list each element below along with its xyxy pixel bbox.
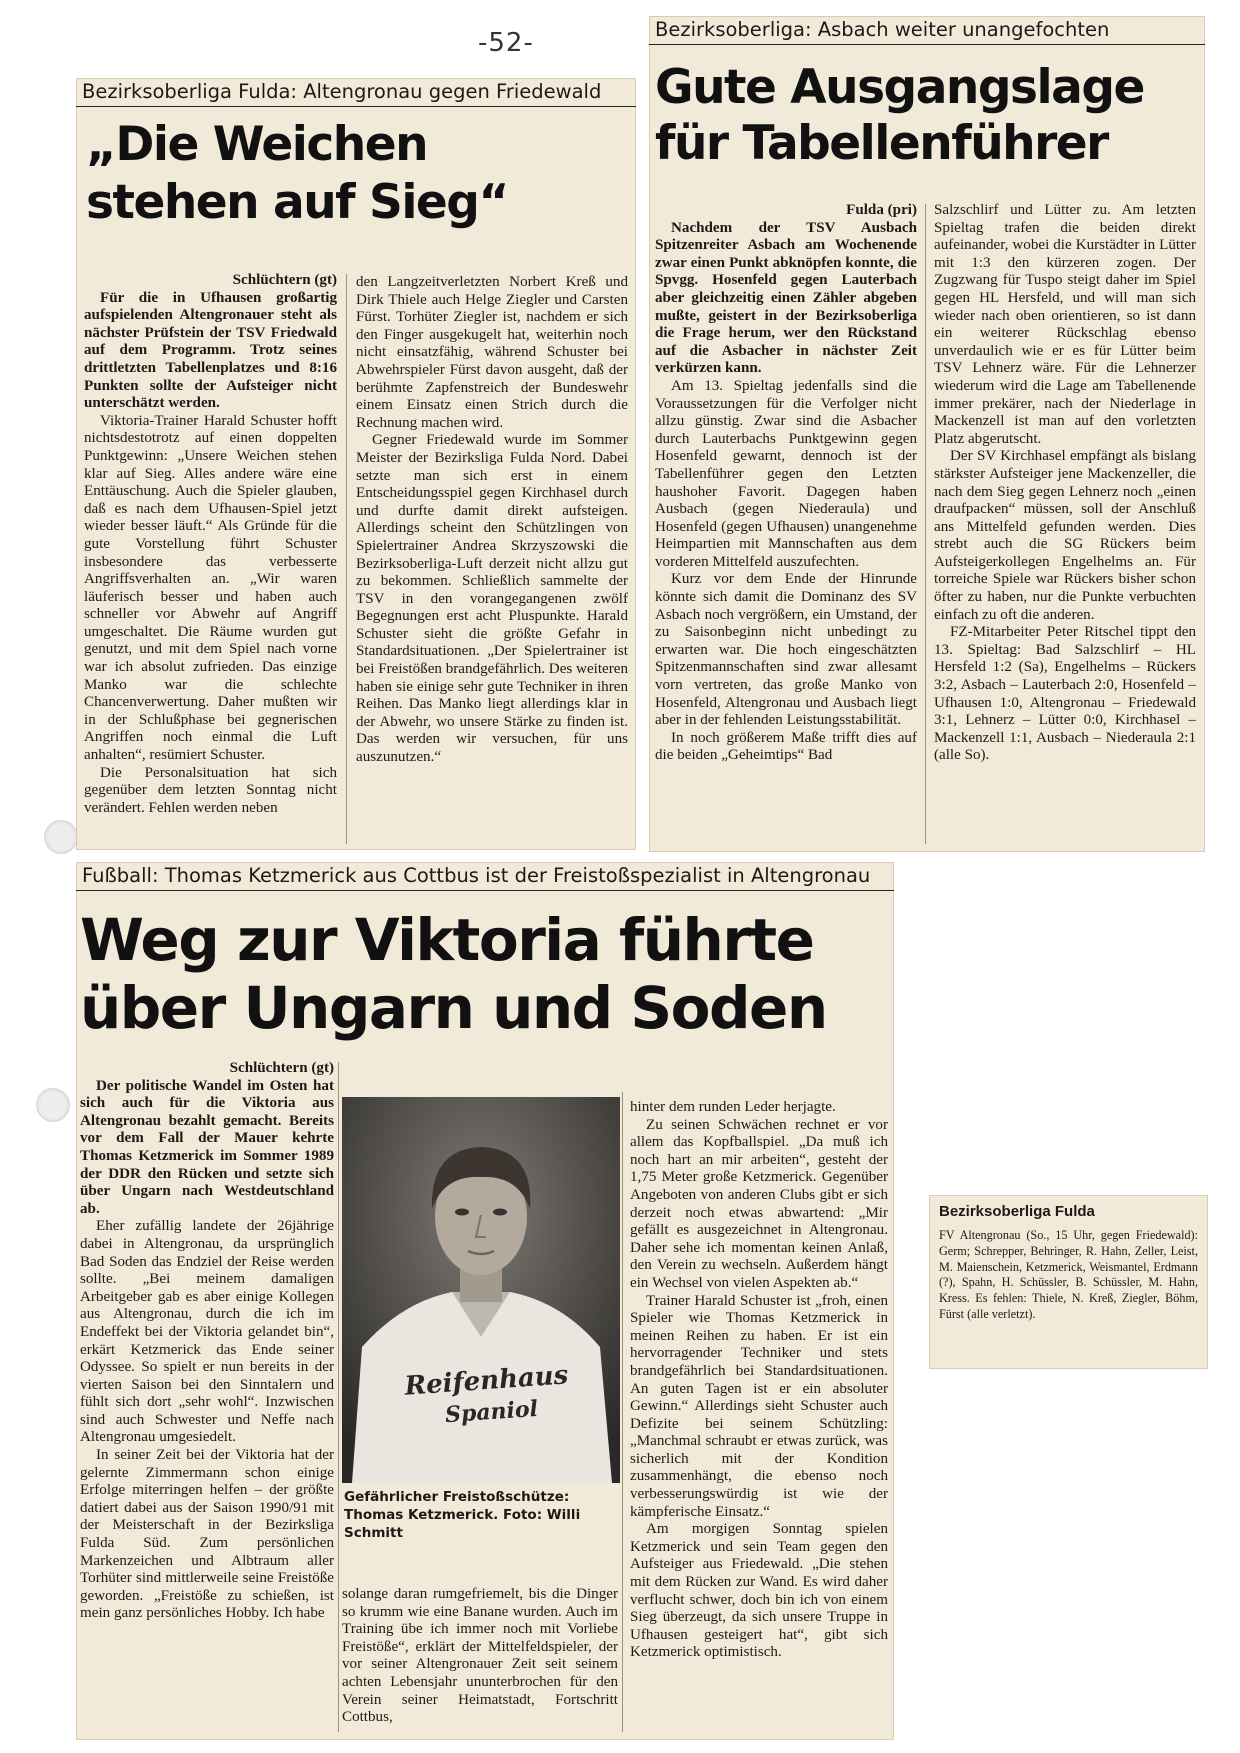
headline-line: stehen auf Sieg“: [86, 175, 508, 230]
paragraph: solange daran rumgefriemelt, bis die Dinger so krumm wie eine Banane wurden. Auch im Training übe ich immer noch mit Vorliebe Freistöße“, erklärt der Mittelfeldspieler, der vor seiner Altengronauer Zeit seit seinem achten Lebensjahr ununterbrochen für den Verein seiner Heimatstadt, Fortschritt Cottbus,: [342, 1586, 618, 1726]
headline-line: „Die Weichen: [86, 117, 428, 172]
paragraph: Am 13. Spieltag jedenfalls sind die Voraussetzungen für die Verfolger nicht allzu günstig. Zwar sind die Asbacher durch Lauterbachs Punktgewinn gegen Hosenfeld gewarnt, dennoch ist der Tabellenführer gegen den Letzten haushoher Favorit. Dagegen haben Ausbach (gegen Niederaula) und Hosenfeld (gegen Ufhausen) unangenehme Heimpartien mit Mannschaften aus dem vorderen Mittelfeld auszufechten.: [655, 377, 917, 570]
paragraph: Gegner Friedewald wurde im Sommer Meister der Bezirksliga Fulda Nord. Dabei setzte man sich erst in einem Entscheidungsspiel gegen Kirchhasel durch und durfte damit direkt aufsteigen. Allerdings scheint den Schützlingen von Spielertrainer Andrea Skrzyszowski die Bezirksoberliga-Luft derzeit nicht allzu gut zu bekommen. Schließlich sammelte der TSV in den vorangegangenen zwölf Begegnungen erst acht Pluspunkte. Harald Schuster sieht die größte Gefahr in Standardsituationen. „Der Spielertrainer ist bei Freistößen brandgefährlich. Des weiteren haben sie einige sehr gute Techniker in ihren Reihen. Das Manko liegt allerdings klar in der Abwehr, wo unsere Stärke zu finden ist. Das werden wir versuchen, für uns auszunutzen.“: [356, 432, 628, 766]
paragraph: Salzschlirf und Lütter zu. Am letzten Spieltag trafen die beiden direkt aufeinander, wobei die Kurstädter in Lütter mit 1:3 den kürzeren zogen. Der Zugzwang für Tuspo steigt daher im Spiel gegen HL Hersfeld, und will man sich wieder nach oben orientieren, so ist dann ein weiterer Rückschlag ebenso unverdaulich wie er es für Lütter beim TSV Lehnerz wäre. Für die Lehnerzer wiederum wird die Lage am Tabellenende immer prekärer, nach der Niederlage in Mackenzell ist man auf den vorletzten Platz abgerutscht.: [934, 202, 1196, 447]
dateline: Fulda (pri): [846, 202, 917, 218]
punch-hole-top: [44, 820, 78, 854]
paragraph: den Langzeitverletzten Norbert Kreß und Dirk Thiele auch Helge Ziegler und Carsten Fürst. Torhüter Ziegler ist, nachdem er sich den Finger ausgekugelt hat, weiterhin noch nicht einsatzfähig, während Schuster bei Abwehrspieler Fürst davon ausgeht, daß der berühmte Zapfenstreich der Bundeswehr einem Einsatz einen Strich durch die Rechnung machen wird.: [356, 274, 628, 431]
paragraph: Kurz vor dem Ende der Hinrunde könnte sich damit die Dominanz des SV Asbach noch vergrößern, ein Umstand, der zu Saisonbeginn nicht unbedingt zu erwarten war. Die hoch eingeschätzten Spitzenmannschaften sind zwar allesamt vorn vertreten, das große Manko von Hosenfeld, Altengronau und Ausbach liegt aber in der fehlenden Leistungsstabilität.: [655, 571, 917, 729]
player-photo: [342, 1097, 620, 1483]
info-box-title: Bezirksoberliga Fulda: [939, 1203, 1095, 1220]
paragraph: Am morgigen Sonntag spielen Ketzmerick und sein Team gegen den Aufsteiger aus Friedewald. „Die stehen mit dem Rücken zur Wand. Es wird daher verflucht schwer, doch bin ich von einem Sieg überzeugt, da sich unsere Truppe in Ufhausen gesteigert hat“, gibt sich Ketzmerick optimistisch.: [630, 1521, 888, 1661]
column-rule: [925, 204, 926, 844]
article-headline: [80, 906, 827, 1042]
column-rule: [346, 274, 347, 844]
paragraph: FZ-Mitarbeiter Peter Ritschel tippt den 13. Spieltag: Bad Salzschlirf – HL Hersfeld 1:2 (Sa), Engelhelms – Rückers 3:2, Asbach – Lauterbach 2:0, Hosenfeld – Ufhausen 1:0, Altengronau – Friedewald 3:1, Lehnerz – Lütter 0:0, Kirchhasel – Mackenzell 1:1, Ausbach – Niederaula 2:1 (alle So).: [934, 624, 1196, 764]
info-box-text: FV Altengronau (So., 15 Uhr, gegen Friedewald): Germ; Schrepper, Behringer, R. Hahn, Zeller, Leist, M. Maienschein, Ketzmerick, Weismantel, Erdmann (?), Spahn, H. Schüssler, B. Schüssler, M. Hahn, Kress. Es fehlen: Thiele, N. Kreß, Ziegler, Böhm, Fürst (alle verletzt).: [939, 1228, 1198, 1321]
column-rule: [338, 1062, 339, 1732]
headline-line: über Ungarn und Soden: [80, 974, 827, 1042]
article-lead: Für die in Ufhausen großartig aufspielenden Altengronauer steht als nächster Prüfstein der TSV Friedwald auf dem Programm. Trotz seines drittletzten Tabellenplatzes und 8:16 Punkten sollte der Aufsteiger nicht unterschätzt werden.: [84, 289, 337, 412]
paragraph: hinter dem runden Leder herjagte.: [630, 1099, 836, 1115]
dateline: Schlüchtern (gt): [232, 272, 337, 288]
player-photo-image: [342, 1097, 620, 1483]
article-altengronau-friedewald: [76, 78, 636, 850]
article-column-1: [655, 202, 917, 848]
paragraph: Zu seinen Schwächen rechnet er vor allem das Kopfballspiel. „Da muß ich noch hart an mir arbeiten“, gesteht der 1,75 Meter große Ketzmerick. Gegenüber Angeboten von anderen Clubs gibt er sich derzeit noch etwas abwartend: „Mir gefällt es ausgezeichnet in Altengronau. Daher sehe ich momentan keinen Anlaß, den Verein zu wechseln. Außerdem hängt ein Wechsel von vielen Aspekten ab.“: [630, 1116, 888, 1291]
headline-line: Gute Ausgangslage: [655, 60, 1144, 115]
article-kicker: Bezirksoberliga: Asbach weiter unangefochten: [649, 16, 1205, 45]
article-column-1: [84, 272, 337, 846]
photo-caption: Gefährlicher Freistoßschütze: Thomas Ketzmerick. Foto: Willi Schmitt: [344, 1489, 581, 1541]
column-rule: [622, 1092, 623, 1732]
article-headline: [655, 60, 1144, 172]
article-column-3: [630, 1099, 888, 1736]
article-gute-ausgangslage: [649, 16, 1205, 852]
article-column-1: [80, 1060, 334, 1736]
article-column-2: [934, 202, 1196, 848]
article-headline: [86, 116, 508, 232]
paragraph: In seiner Zeit bei der Viktoria hat der gelernte Zimmermann schon einige Erfolge miterringen helfen – der größte datiert dabei aus der Saison 1990/91 mit der Meisterschaft in der Bezirksliga Fulda Süd. Zum persönlichen Markenzeichen und Albtraum aller Torhüter sind mittlerweile seine Freistöße geworden. „Freistöße zu schießen, ist mein ganz persönliches Hobby. Ich habe: [80, 1447, 334, 1622]
paragraph: Trainer Harald Schuster ist „froh, einen Spieler wie Thomas Ketzmerick in meinen Reihen zu haben. Er ist ein hervorragender Techniker und stets brandgefährlich bei Standardsituationen. An guten Tagen ist er ein absoluter Gewinn.“ Allerdings sieht Schuster auch Defizite bei seinem Schützling: „Manchmal schraubt er etwas zurück, was sicherlich mit der Kondition zusammenhängt, die ebenso noch verbesserungswürdig ist wie der kämpferische Einsatz.“: [630, 1292, 888, 1520]
paragraph: Eher zufällig landete der 26jährige dabei in Altengronau, da ursprünglich Bad Soden das Endziel der Reise werden sollte. „Bei meinem damaligen Arbeitgeber gab es aber einige Kollegen aus Altengronau, durch die ich im Endeffekt bei der Viktoria gelandet bin“, erkärt Ketzmerick das Ende seiner Odyssee. So spielt er nun bereits in der vierten Saison bei den Sinntalern und fühlt sich dort „sehr wohl“. Inzwischen sind auch Schwester und Neffe nach Altengronau umgesiedelt.: [80, 1218, 334, 1446]
page-number: -52-: [478, 28, 534, 58]
dateline: Schlüchtern (gt): [229, 1060, 334, 1076]
paragraph: Der SV Kirchhasel empfängt als bislang stärkster Aufsteiger jene Mackenzeller, die nach dem Sieg gegen Lehnerz noch „einen draufpacken“ müssen, soll der Anschluß ans Mittelfeld gefunden werden. Dies strebt auch die SG Rückers beim Aufsteigerkollegen Engelhelms an. Für torreiche Spiele war Rückers bisher schon öfter zu haben, nur die Punkte verbuchten einfach zu oft die anderen.: [934, 448, 1196, 623]
paragraph: In noch größerem Maße trifft dies auf die beiden „Geheimtips“ Bad: [655, 729, 917, 764]
punch-hole-bottom: [36, 1088, 70, 1122]
article-lead: Nachdem der TSV Ausbach Spitzenreiter Asbach am Wochenende zwar einen Punkt abknöpfen konnte, die Spvgg. Hosenfeld gegen Lauterbach aber gleichzeitig einen Zähler abgeben mußte, geistert in der Bezirksoberliga die Frage herum, wer den Rückstand auf die Asbacher in nächster Zeit verkürzen kann.: [655, 219, 917, 377]
paragraph: Viktoria-Trainer Harald Schuster hofft nichtsdestotrotz auf einen doppelten Punktgewinn: „Unsere Weichen stehen klar auf Sieg. Alles andere wäre eine Enttäuschung. Auch die Spieler glauben, daß es nach dem Ufhausen-Spiel jetzt wieder besser läuft.“ Als Gründe für die gute Vorstellung führt Schuster insbesondere das verbesserte Angriffsverhalten an. „Wir waren läuferisch besser und haben auch schneller vor Abwehr auf Angriff umgeschaltet. Die Räume wurden gut genutzt, und mit dem Spiel nach vorne war ich absolut zufrieden. Das einzige Manko war die schlechte Chancenverwertung. Daher mußten wir in der Schlußphase bei gegnerischen Angriffen noch einmal die Luft anhalten“, resümiert Schuster.: [84, 412, 337, 764]
headline-line: Weg zur Viktoria führte: [80, 906, 814, 974]
article-column-2: [342, 1586, 618, 1736]
article-column-2: [356, 274, 628, 846]
lineup-info-box: [929, 1195, 1208, 1369]
paragraph: Die Personalsituation hat sich gegenüber dem letzten Sonntag nicht verändert. Fehlen werden neben: [84, 764, 337, 816]
shirt-sponsor-line2: Spaniol: [444, 1395, 539, 1429]
article-kicker: Bezirksoberliga Fulda: Altengronau gegen Friedewald: [76, 78, 636, 107]
headline-line: für Tabellenführer: [655, 116, 1108, 171]
article-lead: Der politische Wandel im Osten hat sich auch für die Viktoria aus Altengronau bezahlt gemacht. Bereits vor dem Fall der Mauer kehrte Thomas Ketzmerick im Sommer 1989 der DDR den Rücken und setzte sich über Ungarn nach Westdeutschland ab.: [80, 1077, 334, 1217]
article-kicker: Fußball: Thomas Ketzmerick aus Cottbus ist der Freistoßspezialist in Altengronau: [76, 862, 894, 891]
shirt-sponsor-line1: Reifenhaus: [403, 1360, 570, 1402]
